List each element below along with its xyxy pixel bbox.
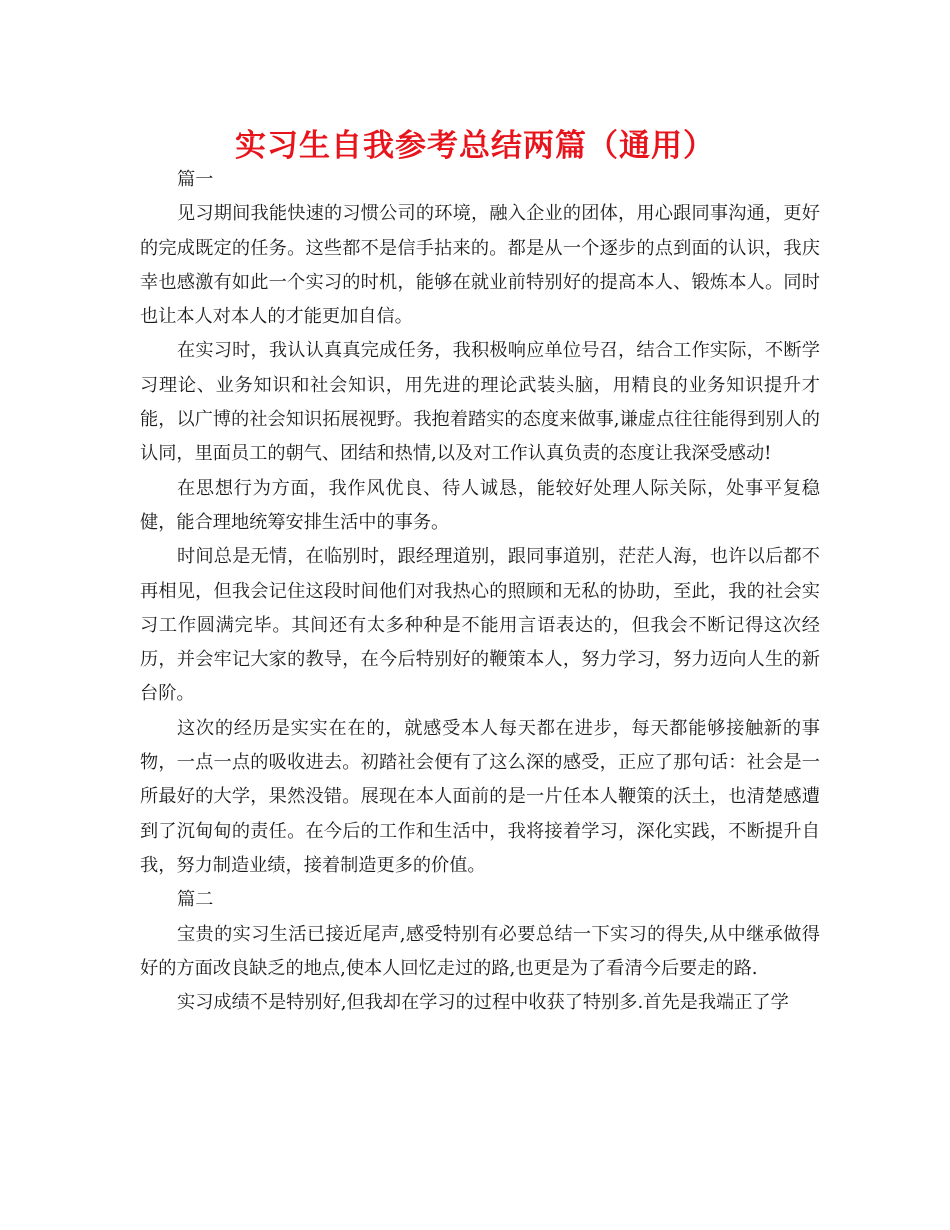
paragraph: 在实习时，我认认真真完成任务，我积极响应单位号召，结合工作实际，不断学习理论、业务知识和社会知识，用先进的理论武装头脑，用精良的业务知识提升才能，以广博的社会知识拓展视野。我抱着踏实的态度来做事,谦虚点往往能得到别人的认同，里面员工的朝气、团结和热情,以及对工作认真负责的态度让我深受感动! <box>140 340 820 465</box>
paragraph: 宝贵的实习生活已接近尾声,感受特别有必要总结一下实习的得失,从中继承做得好的方面改良缺乏的地点,使本人回忆走过的路,也更是为了看清今后要走的路. <box>140 923 820 979</box>
document-body <box>140 163 820 1020</box>
paragraph: 这次的经历是实实在在的，就感受本人每天都在进步，每天都能够接触新的事物，一点一点的吸收进去。初踏社会便有了这么深的感受，正应了那句话：社会是一所最好的大学，果然没错。展现在本人面前的是一片任本人鞭策的沃土，也清楚感遭到了沉甸甸的责任。在今后的工作和生活中，我将接着学习，深化实践，不断提升自我，努力制造业绩，接着制造更多的价值。 <box>140 717 820 876</box>
paragraph: 实习成绩不是特别好,但我却在学习的过程中收获了特别多.首先是我端正了学 <box>177 992 789 1014</box>
document-title: 实习生自我参考总结两篇（通用） <box>235 128 715 164</box>
paragraph: 见习期间我能快速的习惯公司的环境，融入企业的团体，用心跟同事沟通，更好的完成既定的任务。这些都不是信手拈来的。都是从一个逐步的点到面的认识，我庆幸也感激有如此一个实习的时机，能够在就业前特别好的提高本人、锻炼本人。同时也让本人对本人的才能更加自信。 <box>140 203 820 328</box>
paragraph: 在思想行为方面，我作风优良、待人诚恳，能较好处理人际关际，处事平复稳健，能合理地统筹安排生活中的事务。 <box>140 477 820 533</box>
section-heading-part1: 篇一 <box>177 169 214 190</box>
section-heading-part2: 篇二 <box>177 889 214 911</box>
paragraph: 时间总是无情，在临别时，跟经理道别，跟同事道别，茫茫人海，也许以后都不再相见，但我会记住这段时间他们对我热心的照顾和无私的协助，至此，我的社会实习工作圆满完毕。其间还有太多种种是不能用言语表达的，但我会不断记得这次经历，并会牢记大家的教导，在今后特别好的鞭策本人，努力学习，努力迈向人生的新台阶。 <box>140 546 820 705</box>
